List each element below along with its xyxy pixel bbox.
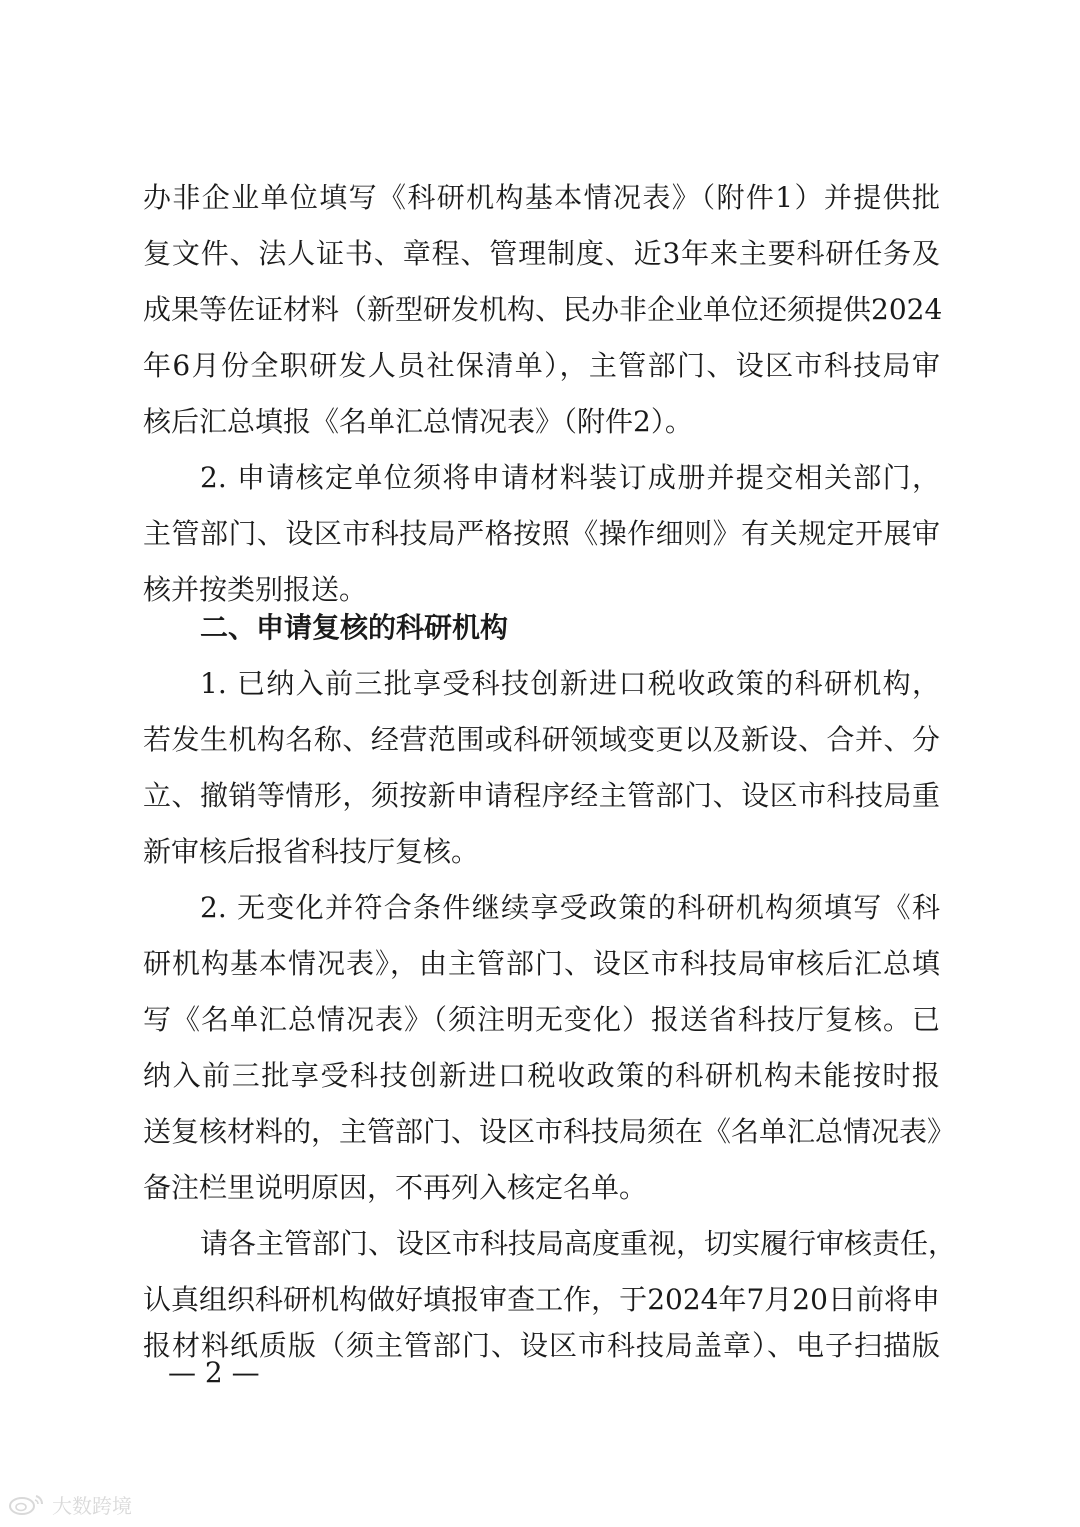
body-line-21: 认真组织科研机构做好填报审查工作，于2024年7月20日前将申 bbox=[143, 1283, 940, 1316]
watermark bbox=[8, 1490, 132, 1518]
page-number: — 2 — bbox=[168, 1356, 260, 1389]
body-line-11: 若发生机构名称、经营范围或科研领域变更以及新设、合并、分 bbox=[143, 723, 940, 756]
body-line-6: 2. 申请核定单位须将申请材料装订成册并提交相关部门， bbox=[200, 461, 940, 494]
body-line-17: 纳入前三批享受科技创新进口税收政策的科研机构未能按时报 bbox=[143, 1059, 940, 1092]
weibo-logo-icon bbox=[8, 1492, 46, 1516]
body-line-8: 核并按类别报送。 bbox=[143, 573, 368, 606]
body-line-2: 复文件、法人证书、章程、管理制度、近3年来主要科研任务及 bbox=[143, 237, 940, 270]
body-line-7: 主管部门、设区市科技局严格按照《操作细则》有关规定开展审 bbox=[143, 517, 940, 550]
body-line-15: 研机构基本情况表》，由主管部门、设区市科技局审核后汇总填 bbox=[143, 947, 940, 980]
body-line-12: 立、撤销等情形，须按新申请程序经主管部门、设区市科技局重 bbox=[143, 779, 940, 812]
body-line-22: 报材料纸质版（须主管部门、设区市科技局盖章）、电子扫描版 bbox=[143, 1329, 940, 1362]
body-line-20: 请各主管部门、设区市科技局高度重视，切实履行审核责任， bbox=[200, 1227, 957, 1260]
body-line-5: 核后汇总填报《名单汇总情况表》（附件2）。 bbox=[143, 405, 693, 438]
body-line-16: 写《名单汇总情况表》（须注明无变化）报送省科技厅复核。已 bbox=[143, 1003, 940, 1036]
body-line-10: 1. 已纳入前三批享受科技创新进口税收政策的科研机构， bbox=[200, 667, 940, 700]
body-line-3: 成果等佐证材料（新型研发机构、民办非企业单位还须提供2024 bbox=[143, 293, 943, 326]
body-line-14: 2. 无变化并符合条件继续享受政策的科研机构须填写《科 bbox=[200, 891, 940, 924]
watermark-text: 大数跨境 bbox=[52, 1493, 132, 1518]
body-line-1: 办非企业单位填写《科研机构基本情况表》（附件1）并提供批 bbox=[143, 181, 940, 214]
body-line-13: 新审核后报省科技厅复核。 bbox=[143, 835, 480, 868]
body-line-4: 年6月份全职研发人员社保清单），主管部门、设区市科技局审 bbox=[143, 349, 940, 382]
body-line-18: 送复核材料的，主管部门、设区市科技局须在《名单汇总情况表》 bbox=[143, 1115, 956, 1148]
section-heading: 二、申请复核的科研机构 bbox=[200, 611, 509, 644]
body-line-19: 备注栏里说明原因，不再列入核定名单。 bbox=[143, 1171, 648, 1204]
